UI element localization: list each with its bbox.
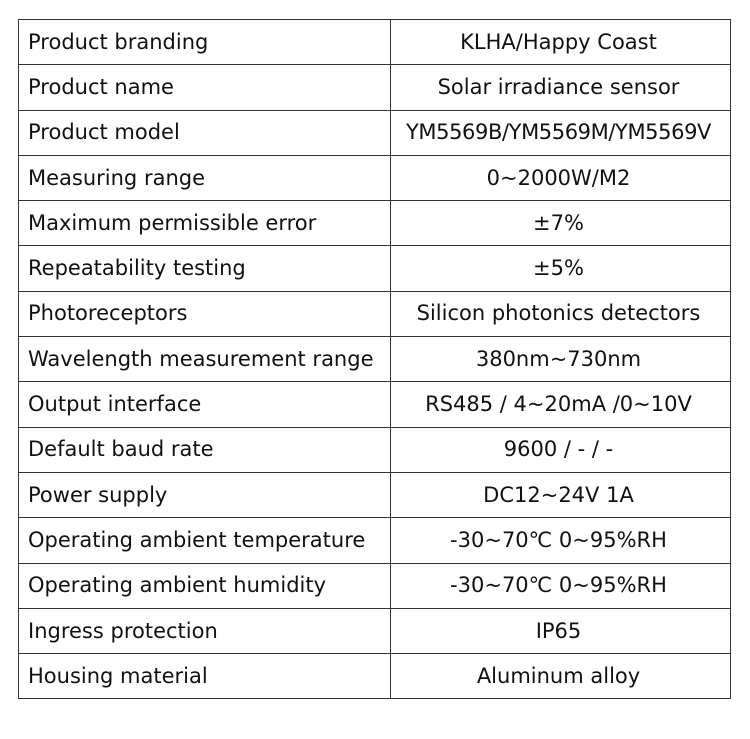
- spec-label: Product model: [19, 110, 391, 155]
- spec-row-baud-rate: [19, 427, 731, 472]
- spec-row-branding: [19, 20, 731, 65]
- spec-label: Operating ambient temperature: [19, 518, 391, 563]
- spec-label: Product name: [19, 65, 391, 110]
- spec-row-ambient-temperature: [19, 518, 731, 563]
- spec-table: [18, 19, 731, 699]
- spec-row-photoreceptors: [19, 291, 731, 336]
- spec-row-wavelength: [19, 337, 731, 382]
- spec-value: Silicon photonics detectors: [391, 291, 731, 336]
- spec-row-max-error: [19, 201, 731, 246]
- spec-row-model: [19, 110, 731, 155]
- spec-value: IP65: [391, 608, 731, 653]
- spec-value: Solar irradiance sensor: [391, 65, 731, 110]
- spec-value: YM5569B/YM5569M/YM5569V: [391, 110, 731, 155]
- spec-label: Maximum permissible error: [19, 201, 391, 246]
- spec-row-name: [19, 65, 731, 110]
- spec-value: ±7%: [391, 201, 731, 246]
- spec-value: 380nm~730nm: [391, 337, 731, 382]
- spec-label: Power supply: [19, 472, 391, 517]
- spec-value: -30~70℃ 0~95%RH: [391, 518, 731, 563]
- spec-label: Housing material: [19, 654, 391, 699]
- spec-label: Wavelength measurement range: [19, 337, 391, 382]
- spec-value: DC12~24V 1A: [391, 472, 731, 517]
- spec-row-power-supply: [19, 472, 731, 517]
- spec-value: ±5%: [391, 246, 731, 291]
- spec-label: Default baud rate: [19, 427, 391, 472]
- spec-label: Photoreceptors: [19, 291, 391, 336]
- spec-label: Product branding: [19, 20, 391, 65]
- spec-label: Operating ambient humidity: [19, 563, 391, 608]
- spec-label: Output interface: [19, 382, 391, 427]
- spec-row-housing-material: [19, 654, 731, 699]
- spec-row-ambient-humidity: [19, 563, 731, 608]
- spec-label: Ingress protection: [19, 608, 391, 653]
- spec-row-output-interface: [19, 382, 731, 427]
- spec-row-ingress-protection: [19, 608, 731, 653]
- spec-value: KLHA/Happy Coast: [391, 20, 731, 65]
- spec-row-repeatability: [19, 246, 731, 291]
- spec-label: Repeatability testing: [19, 246, 391, 291]
- spec-value: Aluminum alloy: [391, 654, 731, 699]
- spec-label: Measuring range: [19, 155, 391, 200]
- spec-value: 0~2000W/M2: [391, 155, 731, 200]
- spec-value: -30~70℃ 0~95%RH: [391, 563, 731, 608]
- spec-row-measuring-range: [19, 155, 731, 200]
- spec-value: RS485 / 4~20mA /0~10V: [391, 382, 731, 427]
- spec-value: 9600 / - / -: [391, 427, 731, 472]
